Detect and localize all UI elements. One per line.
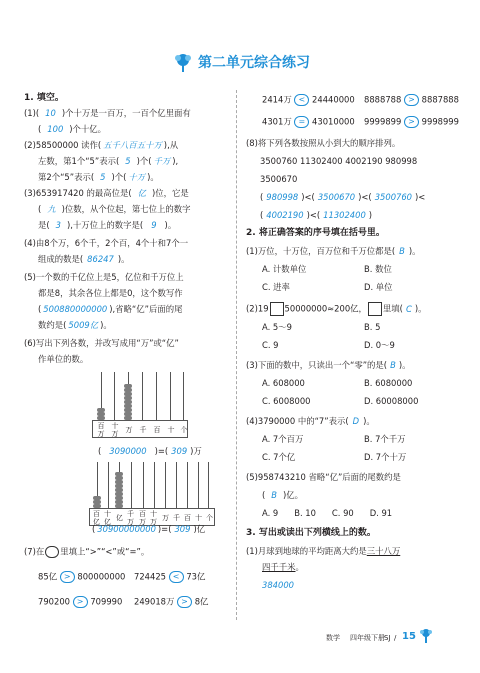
- compare-1: 85亿 > 800000000: [38, 571, 126, 582]
- ab1-label-3: 千: [139, 426, 147, 434]
- q2-line1: (2)58500000 读作( 五千八百五十万 ),从: [24, 140, 179, 150]
- section-1-heading: 1. 填空。: [24, 93, 64, 103]
- footer-edition: SJ: [384, 634, 391, 642]
- footer-leaf-icon: [419, 628, 433, 644]
- m4-question: (4)3790000 中的“7”表示( D )。: [246, 416, 375, 426]
- ab2-label-10: 个: [206, 514, 213, 522]
- q8-numbers2: 3500670: [260, 174, 298, 184]
- page-title: 第二单元综合练习: [198, 55, 310, 71]
- abacus-2: [86, 462, 216, 528]
- compare-3: 790200 > 709990: [38, 596, 123, 607]
- q6-line2: 作单位的数。: [38, 354, 89, 364]
- m1-question: (1)万位，十万位，百万位和千万位都是( B )。: [246, 246, 421, 256]
- title-icon: [172, 52, 194, 74]
- m4-option-a: A. 7个百万: [262, 434, 304, 444]
- ab2-label-8: 百: [184, 514, 191, 522]
- compare-2: 724425 < 73亿: [134, 571, 206, 582]
- column-divider: [236, 90, 237, 620]
- ab1-label-1: 十万: [111, 422, 119, 438]
- ab2-answer: ( 30900000000 )=( 309 )亿: [92, 524, 206, 534]
- m3-option-b: B. 6080000: [364, 378, 413, 388]
- blank-box-icon: [368, 302, 382, 316]
- m1-option-d: D. 单位: [364, 282, 393, 292]
- compare-7: 4301万 = 43010000: [262, 116, 355, 127]
- ab2-label-6: 万: [162, 514, 169, 522]
- m3-option-a: A. 608000: [262, 378, 305, 388]
- m1-option-b: B. 数位: [364, 264, 392, 274]
- m5-options: A. 9 B. 10 C. 90 D. 91: [262, 508, 393, 518]
- m3-question: (3)下面的数中，只读出一个“零”的是( B )。: [246, 360, 411, 370]
- m5-answer: ( B )亿。: [262, 490, 304, 500]
- ab2-label-7: 千: [173, 514, 180, 522]
- ab2-label-0: 百亿: [93, 510, 100, 526]
- m4-option-b: B. 7个千万: [364, 434, 406, 444]
- q8-numbers1: 3500760 11302400 4002190 980998: [260, 156, 418, 166]
- section-3-heading: 3. 写出或读出下列横线上的数。: [246, 528, 376, 538]
- footer-page-number: 15: [402, 631, 416, 642]
- q3-line1: (3)653917420 的最高位是( 亿 )位，它是: [24, 188, 189, 198]
- m3-option-c: C. 6008000: [262, 396, 311, 406]
- blank-box-icon: [270, 302, 284, 316]
- q1-line1: (1)( 10 )个十万是一百万，一百个亿里面有: [24, 108, 191, 118]
- q2-line3: 第2个“5”表示( 5 )个( 十万 )。: [38, 172, 159, 182]
- m2-option-c: C. 9: [262, 340, 279, 350]
- m1-option-a: A. 计数单位: [262, 264, 307, 274]
- q4-line2: 组成的数是( 86247 )。: [38, 254, 130, 264]
- m2-option-b: B. 5: [364, 322, 381, 332]
- q5-line4: 数约是( 5009亿 )。: [38, 320, 112, 330]
- compare-8: 9999899 > 9998999: [364, 116, 459, 127]
- w1-line2: 四千千米。: [262, 562, 304, 572]
- q8-answer1: ( 980998 )<( 3500670 )<( 3500760 )<: [260, 192, 426, 202]
- compare-6: 8888788 > 8887888: [364, 94, 459, 105]
- w1-answer: 384000: [262, 580, 294, 590]
- q8-line1: (8)将下列各数按照从小到大的顺序排列。: [246, 138, 401, 148]
- q3-line3: 是( 3 ),十万位上的数字是( 9 )。: [38, 220, 177, 230]
- q5-line3: ( 500880000000 ),省略“亿”后面的尾: [38, 304, 183, 314]
- m4-option-d: D. 7个十万: [364, 452, 407, 462]
- q3-line2: ( 九 )位数，从个位起，第七位上的数字: [38, 204, 191, 214]
- ab2-label-5: 十万: [150, 510, 157, 526]
- section-2-heading: 2. 将正确答案的序号填在括号里。: [246, 228, 385, 238]
- ab2-label-4: 百万: [139, 510, 146, 526]
- q7-line1: (7)在 里填上“>”“<”或“=”。: [24, 546, 150, 557]
- footer-grade: 四年级下册: [350, 634, 385, 642]
- footer-subject: 数学: [326, 634, 340, 642]
- m5-question: (5)958743210 省略“亿”后面的尾数约是: [246, 472, 401, 482]
- ab2-label-9: 十: [195, 514, 202, 522]
- m2-option-a: A. 5～9: [262, 322, 292, 332]
- footer-divider: /: [394, 634, 397, 642]
- m3-option-d: D. 60008000: [364, 396, 419, 406]
- q5-line2: 都是8，其余各位上都是0，这个数写作: [38, 288, 183, 298]
- q2-line2: 左数，第1个“5”表示( 5 )个( 千万 ),: [38, 156, 179, 166]
- m2-question: (2)19 50000000≈200亿， 里填( C )。: [246, 302, 426, 316]
- q1-line2: ( 100 )个十亿。: [38, 124, 107, 134]
- m2-option-d: D. 0～9: [364, 340, 395, 350]
- ab2-label-3: 千万: [127, 510, 134, 526]
- ab1-label-2: 万: [125, 426, 133, 434]
- ab1-label-5: 十: [167, 426, 175, 434]
- q5-line1: (5)一个数的千亿位上是5，亿位和千万位上: [24, 272, 184, 282]
- m4-option-c: C. 7个亿: [262, 452, 296, 462]
- ab2-label-2: 亿: [116, 514, 123, 522]
- ab1-label-6: 个: [180, 426, 188, 434]
- circle-placeholder-icon: [45, 546, 59, 558]
- m1-option-c: C. 进率: [262, 282, 290, 292]
- q8-answer2: ( 4002190 )<( 11302400 ): [260, 210, 373, 220]
- compare-5: 2414万 < 24440000: [262, 94, 355, 105]
- ab2-label-1: 十亿: [104, 510, 111, 526]
- ab1-label-0: 百万: [97, 422, 105, 438]
- compare-4: 249018万 > 8亿: [134, 596, 209, 607]
- q6-line1: (6)写出下列各数，并改写成用“万”或“亿”: [24, 338, 179, 348]
- ab1-label-4: 百: [153, 426, 161, 434]
- w1-line1: (1)月球到地球的平均距离大约是三十八万: [246, 546, 401, 556]
- abacus-1: [88, 372, 188, 438]
- ab1-answer: ( 3090000 )=( 309 )万: [98, 446, 202, 456]
- q4-line1: (4)由8个万，6个千，2个百，4个十和7个一: [24, 238, 189, 248]
